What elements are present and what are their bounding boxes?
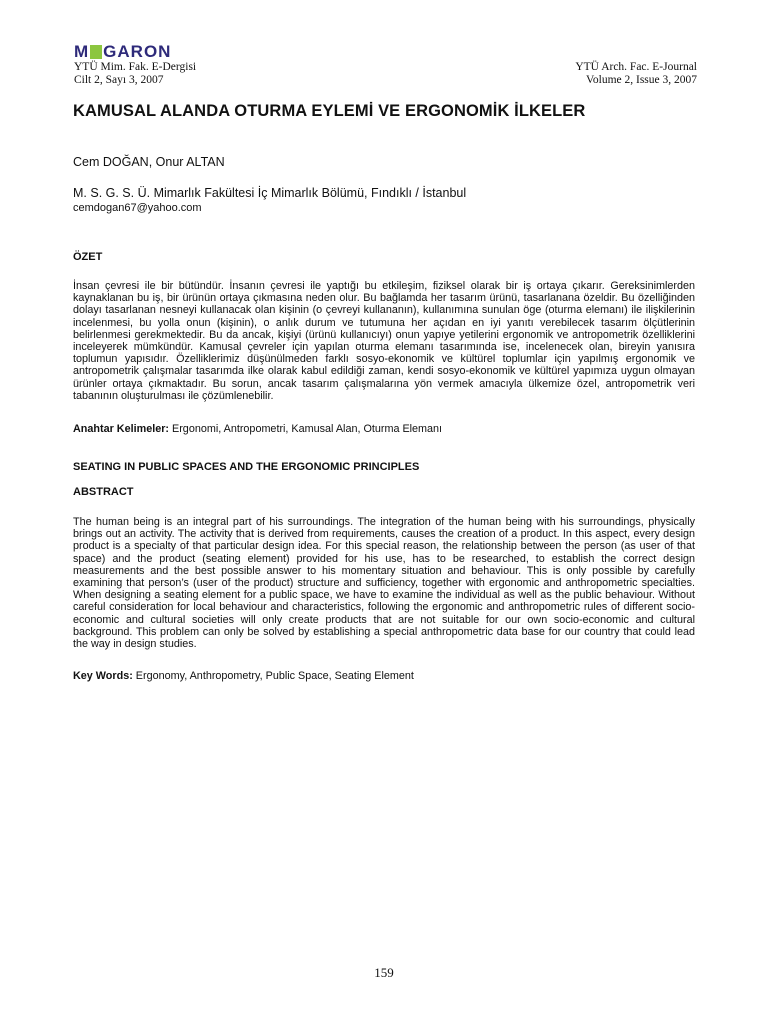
anahtar-label: Anahtar Kelimeler: [73,423,170,435]
journal-issue-en: Volume 2, Issue 3, 2007 [586,73,697,86]
abstract-heading: ABSTRACT [73,486,134,498]
author-email[interactable]: cemdogan67@yahoo.com [73,202,202,214]
logo-mark-icon [90,45,102,59]
key-words [73,670,414,682]
paper-title: KAMUSAL ALANDA OTURMA EYLEMİ VE ERGONOMİK İLKELER [73,102,586,120]
journal-issue-tr: Cilt 2, Sayı 3, 2007 [74,73,164,86]
journal-header-left [74,61,196,86]
abstract-paragraph: The human being is an integral part of his surroundings. The integration of the human being with his surroundings, physically brings out an activity. The activity that is derived from requirements, causes the creation of a product. In this aspect, every design product is a specialty of that particular design idea. For this special reason, the relationship between the person (as user of that space) and the product (seating element) provided for his use, has to be researched, to establish the correct design measurements and the best possible answer to his momentary situation and behaviour. This is only possible by carefully examining that person’s (user of the product) structure and sufficiency, together with ergonomic and anthropometric specialties. When designing a seating element for a public space, we have to examine the individual as well as the public behaviour. Without careful consideration for local behaviour and characteristics, following the ergonomic and anthropometric rules of different socio-economic and cultural societies will only create products that are not suitable for our own socio-economic and cultural background. This problem can only be solved by establishing a special anthropometric data base for our country that could lead the way in design studies. [73,516,695,651]
anahtar-kelimeler [73,423,442,435]
ozet-paragraph: İnsan çevresi ile bir bütündür. İnsanın çevresi ile yaptığı bu etkileşim, fiziksel olarak bir iş ortaya çıkarır. Gereksinimlerden kaynaklanan bu iş, bir ürünün ortaya çıkmasına neden olur. Bu bağlamda her tasarım ürünü, tasarlanana özeldir. Bu özelliğinden dolayı tasarlanan nesneyi kullanacak olan kişinin (o çevreyi kullananın), kullanımına sunulan öge (oturma elemanı) ile ilişkilerinin incelenmesi, bu yolla onun (kişinin), o anlık durum ve tutumuna her açıdan en iyi yanıtı verebilecek tasarım ölçütlerinin belirlenmesi gerekmektedir. Bu da ancak, kişiyi (ürünü kullanıcıyı) onun yapıye yetilerini ergonomik ve antropometrik özelliklerini inceleyerek mümkündür. Kamusal çevreler için yapılan oturma elemanı tasarımında ise, incelenecek olan, bireyin yanısıra toplumun yapısıdır. Özelliklerimiz düşünülmeden farklı sosyo-ekonomik ve kültürel toplumlar için yapılmış ergonomik ve antropometrik çalışmalar tasarımda ilke olarak kabul edildiği zaman, kendi sosyo-ekonomik ve kültürel yapımıza uygun olmayan ürünler ortaya çıkmaktadır. Bu sorun, ancak tasarım çalışmalarına yön vermek amacıyla ülkemize özel, antropometrik veri tabanının oluşturulması ile çözümlenebilir. [73,280,695,402]
journal-name-en: YTÜ Arch. Fac. E-Journal [575,61,697,73]
english-title: SEATING IN PUBLIC SPACES AND THE ERGONOMIC PRINCIPLES [73,461,420,473]
key-words-label: Key Words: [73,670,133,682]
author-affiliation: M. S. G. S. Ü. Mimarlık Fakültesi İç Mimarlık Bölümü, Fındıklı / İstanbul [73,186,467,200]
journal-logo: M GARON [74,42,172,61]
page-number: 159 [374,965,394,980]
paper-authors: Cem DOĞAN, Onur ALTAN [73,155,225,169]
journal-name-tr: YTÜ Mim. Fak. E-Dergisi [74,61,197,73]
key-words-value: Ergonomy, Anthropometry, Public Space, Seating Element [132,670,414,682]
anahtar-value: Ergonomi, Antropometri, Kamusal Alan, Oturma Elemanı [169,423,443,435]
ozet-heading: ÖZET [73,251,103,263]
journal-header-right [575,61,697,86]
